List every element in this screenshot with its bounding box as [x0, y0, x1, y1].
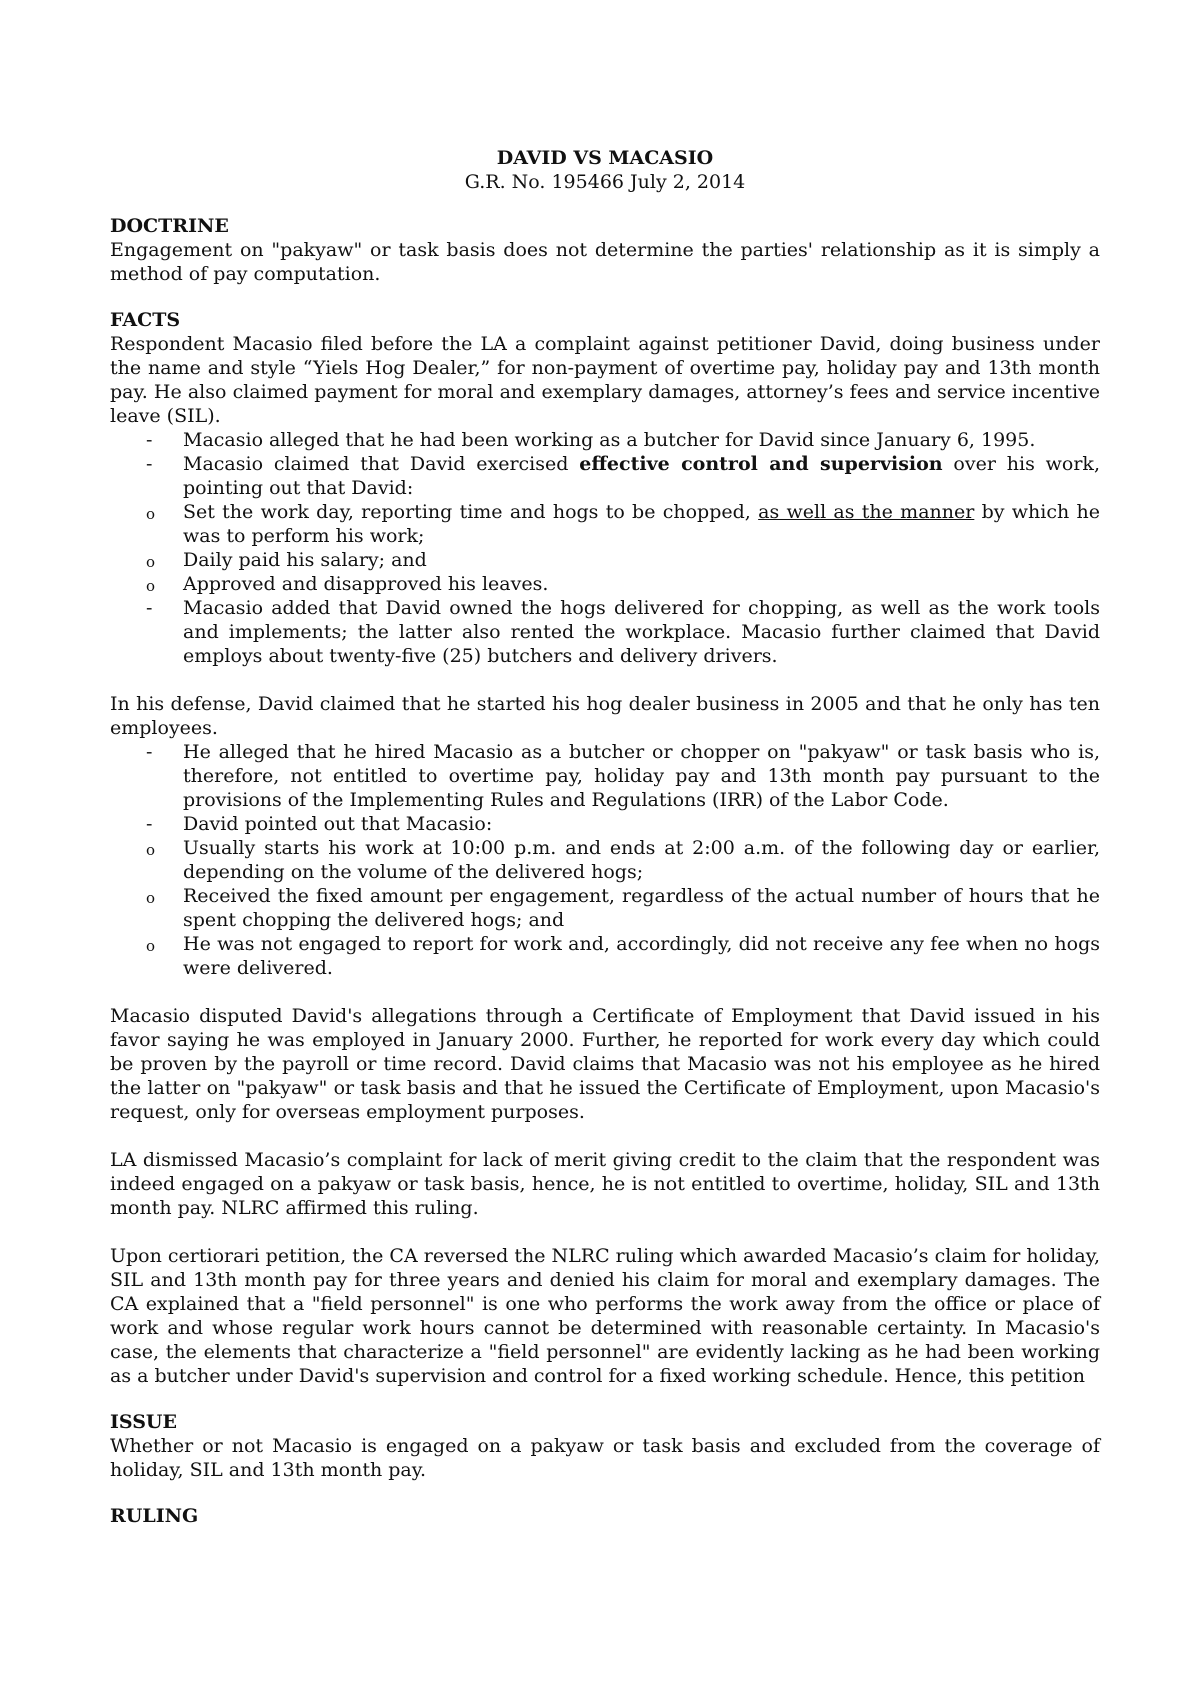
- circle-marker: o: [146, 937, 156, 955]
- list-item: - Macasio claimed that David exercised effective control and supervision over his work, pointing out that David: o Set the work day, reporting time and hogs to be chopped, as well as the manner by which he was to perform his work; o Daily paid his salary; and o Approved and disapproved his leaves.: [110, 452, 1100, 596]
- issue-text: Whether or not Macasio is engaged on a pakyaw or task basis and excluded from the coverage of holiday, SIL and 13th month pay.: [110, 1435, 1100, 1481]
- sub-list-item: o He was not engaged to report for work and, accordingly, did not receive any fee when no hogs were delivered.: [146, 933, 1100, 979]
- doctrine-text: Engagement on "pakyaw" or task basis does not determine the parties' relationship as it is simply a method of pay computation.: [110, 239, 1100, 285]
- bold-phrase: effective control and supervision: [579, 453, 943, 475]
- defense-sub-list: [110, 836, 1100, 980]
- sub-list-item: o Usually starts his work at 10:00 p.m. and ends at 2:00 a.m. of the following day or earlier, depending on the volume of the delivered hogs;: [146, 837, 1100, 883]
- dash-marker: -: [146, 429, 153, 451]
- sub-list-item: o Daily paid his salary; and: [110, 548, 1100, 572]
- dash-marker: -: [146, 813, 153, 835]
- doctrine-heading: DOCTRINE: [110, 215, 229, 237]
- dispute-paragraph: Macasio disputed David's allegations through a Certificate of Employment that David issued in his favor saying he was employed in January 2000. Further, he reported for work every day which could be proven by the payroll or time record. David claims that Macasio was not his employee as he hired the latter on "pakyaw" or task basis and that he issued the Certificate of Employment, upon Macasio's request, only for overseas employment purposes.: [110, 1005, 1100, 1123]
- dash-marker: -: [146, 597, 153, 619]
- control-sub-list: [110, 500, 1100, 596]
- circle-marker: o: [146, 841, 156, 859]
- facts-bullet-list: [110, 428, 1100, 668]
- circle-marker: o: [146, 553, 156, 571]
- list-item: - Macasio alleged that he had been working as a butcher for David since January 6, 1995.: [146, 429, 1036, 451]
- dash-marker: -: [146, 453, 153, 475]
- facts-intro: Respondent Macasio filed before the LA a complaint against petitioner David, doing business under the name and style “Yiels Hog Dealer,” for non-payment of overtime pay, holiday pay and 13th month pay. He also claimed payment for moral and exemplary damages, attorney’s fees and service incentive leave (SIL).: [110, 333, 1100, 427]
- circle-marker: o: [146, 889, 156, 907]
- facts-heading: FACTS: [110, 309, 181, 331]
- list-item: - Macasio added that David owned the hogs delivered for chopping, as well as the work tools and implements; the latter also rented the workplace. Macasio further claimed that David employs about twenty-five (25) butchers and delivery drivers.: [146, 597, 1100, 667]
- ca-ruling-paragraph: Upon certiorari petition, the CA reversed the NLRC ruling which awarded Macasio’s claim for holiday, SIL and 13th month pay for three years and denied his claim for moral and exemplary damages. The CA explained that a "field personnel" is one who performs the work away from the office or place of work and whose regular work hours cannot be determined with reasonable certainty. In Macasio's case, the elements that characterize a "field personnel" are evidently lacking as he had been working as a butcher under David's supervision and control for a fixed working schedule. Hence, this petition: [110, 1245, 1100, 1387]
- list-item: - He alleged that he hired Macasio as a butcher or chopper on "pakyaw" or task basis who is, therefore, not entitled to overtime pay, holiday pay and 13th month pay pursuant to the provisions of the Implementing Rules and Regulations (IRR) of the Labor Code.: [146, 741, 1100, 811]
- circle-marker: o: [146, 577, 156, 595]
- defense-paragraph: In his defense, David claimed that he started his hog dealer business in 2005 and that he only has ten employees.: [110, 693, 1100, 739]
- case-citation: G.R. No. 195466 July 2, 2014: [464, 171, 746, 193]
- sub-list-item: o Received the fixed amount per engagement, regardless of the actual number of hours that he spent chopping the delivered hogs; and: [146, 885, 1100, 931]
- document-page: [110, 146, 1100, 1528]
- underlined-phrase: as well as the manner: [758, 501, 975, 523]
- sub-list-item: o Set the work day, reporting time and hogs to be chopped, as well as the manner by which he was to perform his work;: [146, 501, 1101, 547]
- issue-heading: ISSUE: [110, 1411, 177, 1433]
- defense-bullet-list: [110, 740, 1100, 980]
- sub-list-item: o Approved and disapproved his leaves.: [110, 572, 1100, 596]
- case-title: DAVID VS MACASIO: [496, 147, 714, 169]
- dash-marker: -: [146, 741, 153, 763]
- circle-marker: o: [146, 505, 156, 523]
- list-item: - David pointed out that Macasio: o Usually starts his work at 10:00 p.m. and ends at 2:00 a.m. of the following day or earlier, depending on the volume of the delivered hogs; o Received the fixed amount per engagement, regardless of the actual number of hours that he spent chopping the delivered hogs; and o He was not engaged to report for work and, accordingly, did not receive any fee when no hogs were delivered.: [110, 812, 1100, 980]
- la-ruling-paragraph: LA dismissed Macasio’s complaint for lack of merit giving credit to the claim that the respondent was indeed engaged on a pakyaw or task basis, hence, he is not entitled to overtime, holiday, SIL and 13th month pay. NLRC affirmed this ruling.: [110, 1149, 1100, 1219]
- ruling-heading: RULING: [110, 1505, 199, 1527]
